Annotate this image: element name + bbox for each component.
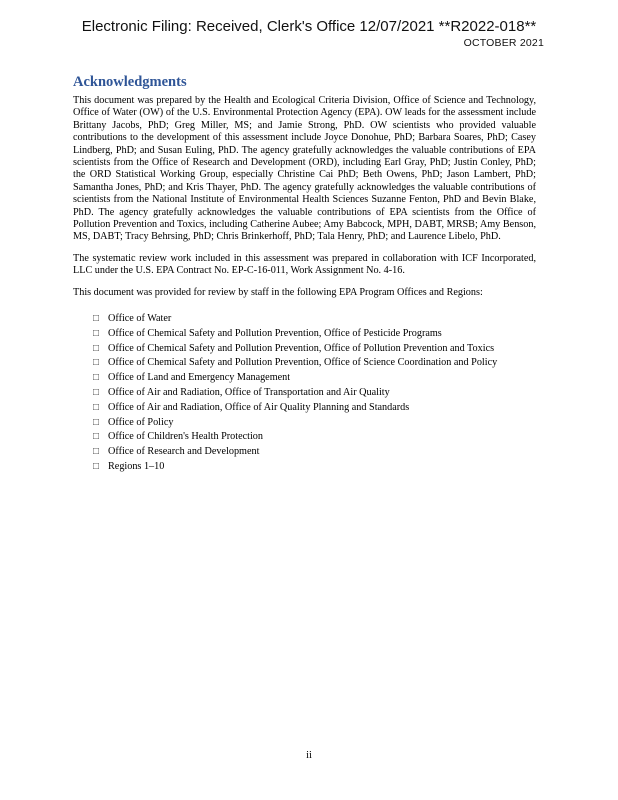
list-item: □ Regions 1–10 — [93, 461, 165, 473]
checkbox-bullet-icon: □ — [93, 401, 100, 413]
page-number: ii — [306, 750, 312, 761]
checkbox-bullet-icon: □ — [93, 372, 100, 384]
checkbox-bullet-icon: □ — [93, 446, 100, 458]
checkbox-bullet-icon: □ — [93, 416, 100, 428]
paragraph-contributors: This document was prepared by the Health and Ecological Criteria Division, Office of Science and Technology, Office of Water (OW) of the U.S. Environmental Protection Agency (EPA). OW leads for the assessment include Brittany Jacobs, PhD; Greg Miller, MS; and Jamie Strong, PhD. OW scientists who provided valuable contributions to the development of this assessment include Joyce Donohue, PhD; Barbara Soares, PhD; Casey Lindberg, PhD; and Susan Euling, PhD. The agency gratefully acknowledges the valuable contributions of EPA scientists from the Office of Research and Development (ORD), including Earl Gray, PhD; Justin Conley, PhD; the ORD Statistical Working Group, especially Christine Cai PhD; Beth Owens, PhD; Jason Lambert, PhD; Samantha Jones, PhD; and Kris Thayer, PhD. The agency gratefully acknowledges the valuable contributions of scientists from the National Institute of Environmental Health Sciences Suzanne Fenton, PhD and Bevin Blake, PhD. The agency gratefully acknowledges the valuable contributions of EPA scientists from the Office of Pollution Prevention and Toxics, including Catherine Aubee; Amy Babcock, MPH, DABT, MRSB; Amy Benson, MS, DABT; Tracy Behrsing, PhD; Chris Brinkerhoff, PhD; Tala Henry, PhD; and Laurence Libelo, PhD. — [73, 95, 536, 243]
list-item: □ Office of Children's Health Protection — [93, 431, 263, 443]
list-item: □ Office of Policy — [93, 416, 174, 428]
acknowledgments-section — [73, 74, 536, 476]
list-item: □ Office of Chemical Safety and Pollution Prevention, Office of Pollution Prevention and Toxics — [93, 342, 495, 354]
checkbox-bullet-icon: □ — [93, 387, 100, 399]
paragraph-review-offices: This document was provided for review by staff in the following EPA Program Offices and Regions: — [73, 286, 483, 298]
list-item: □ Office of Water — [93, 313, 172, 325]
checkbox-bullet-icon: □ — [93, 342, 100, 354]
list-item: □ Office of Chemical Safety and Pollution Prevention, Office of Science Coordination and Policy — [93, 357, 498, 369]
checkbox-bullet-icon: □ — [93, 357, 100, 369]
section-title: Acknowledgments — [73, 74, 187, 90]
list-item: □ Office of Research and Development — [93, 446, 260, 458]
checkbox-bullet-icon: □ — [93, 313, 100, 325]
list-item: □ Office of Air and Radiation, Office of Transportation and Air Quality — [93, 387, 390, 399]
checkbox-bullet-icon: □ — [93, 327, 100, 339]
office-list — [73, 313, 536, 473]
checkbox-bullet-icon: □ — [93, 431, 100, 443]
document-date: OCTOBER 2021 — [463, 37, 544, 49]
list-item: □ Office of Chemical Safety and Pollution Prevention, Office of Pesticide Programs — [93, 327, 442, 339]
checkbox-bullet-icon: □ — [93, 461, 100, 473]
filing-stamp: Electronic Filing: Received, Clerk's Office 12/07/2021 **R2022-018** — [81, 18, 537, 35]
list-item: □ Office of Land and Emergency Management — [93, 372, 291, 384]
list-item: □ Office of Air and Radiation, Office of Air Quality Planning and Standards — [93, 401, 410, 413]
paragraph-systematic-review: The systematic review work included in this assessment was prepared in collaboration with ICF Incorporated, LLC under the U.S. EPA Contract No. EP-C-16-011, Work Assignment No. 4-16. — [73, 252, 536, 277]
